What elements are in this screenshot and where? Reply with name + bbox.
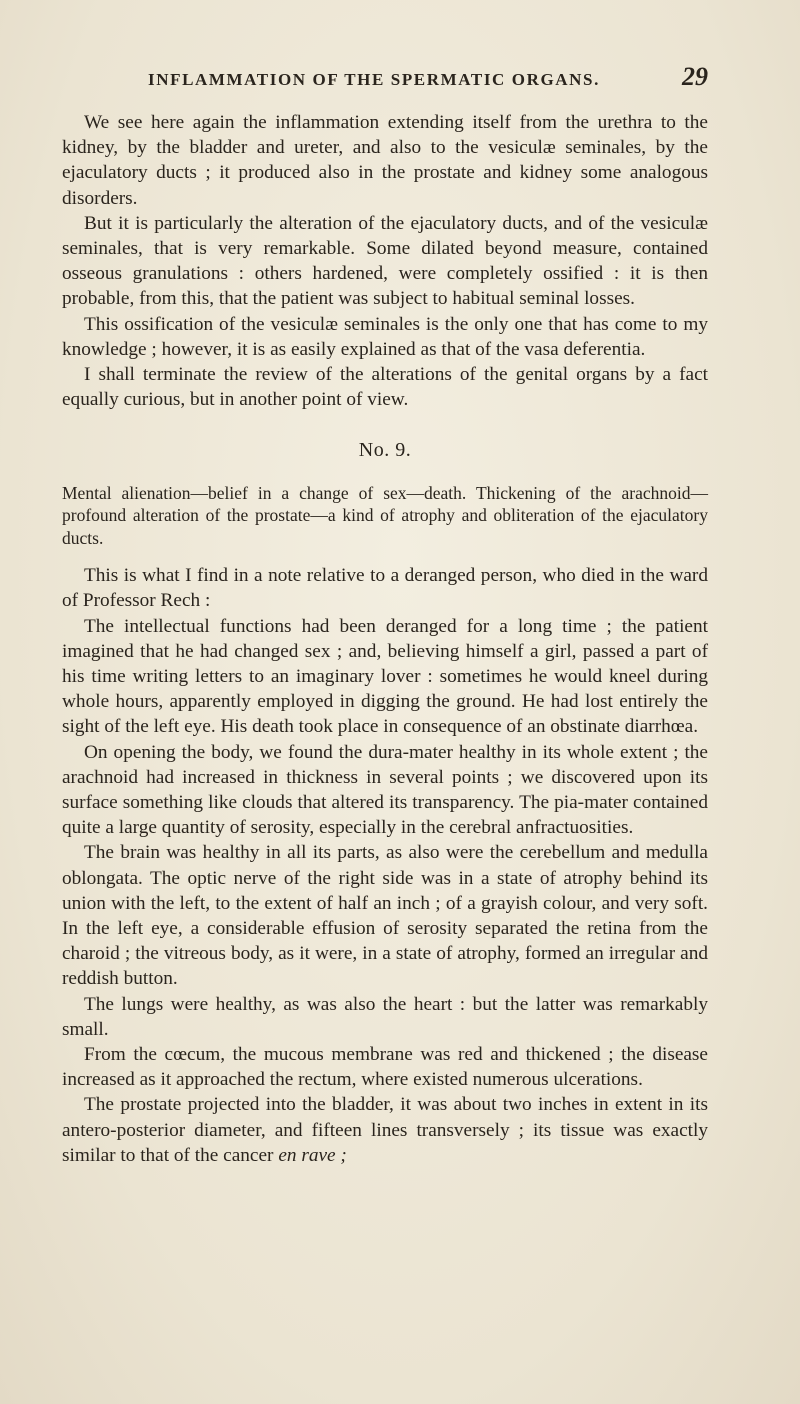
last-paragraph — [62, 1092, 708, 1168]
case-summary: Mental alienation—belief in a change of sex—death. Thickening of the arachnoid—profound alteration of the prostate—a kind of atrophy and obliteration of the ejaculatory ducts. — [62, 482, 708, 548]
last-paragraph-text: The prostate projected into the bladder, it was about two inches in extent in its antero-posterior diameter, and fifteen lines transversely ; its tissue was exactly similar to that of the cancer — [62, 1094, 708, 1166]
paragraph: From the cœcum, the mucous membrane was red and thickened ; the disease increased as it approached the rectum, where existed numerous ulcerations. — [62, 1044, 708, 1091]
paragraph: I shall terminate the review of the alterations of the genital organs by a fact equally curious, but in another point of view. — [62, 364, 708, 411]
paragraph: This is what I find in a note relative to a deranged person, who died in the ward of Professor Rech : — [62, 565, 708, 612]
case-heading: No. 9. — [358, 439, 412, 462]
page-body — [62, 110, 708, 1168]
italic-term: en rave ; — [278, 1144, 347, 1166]
paragraph: This ossification of the vesiculæ seminales is the only one that has come to my knowledge ; however, it is as easily explained as that of the vasa deferentia. — [62, 313, 708, 360]
paragraph: The intellectual functions had been deranged for a long time ; the patient imagined that he had changed sex ; and, believing himself a girl, passed a part of his time writing letters to an imaginary lover : sometimes he would kneel during whole hours, apparently employed in digging the ground. He had lost entirely the sight of the left eye. His death took place in consequence of an obstinate diarrhœa. — [62, 615, 708, 738]
paragraph: The lungs were healthy, as was also the heart : but the latter was remarkably small. — [62, 993, 708, 1040]
paragraph: But it is particularly the alteration of the ejaculatory ducts, and of the vesiculæ seminales, that is very remarkable. Some dilated beyond measure, contained osseous granulations : others hardened, were completely ossified : it is then probable, from this, that the patient was subject to habitual seminal losses. — [62, 212, 708, 310]
paragraph: We see here again the inflammation extending itself from the urethra to the kidney, by the bladder and ureter, and also to the vesiculæ seminales, by the ejaculatory ducts ; it produced also in the prostate and kidney some analogous disorders. — [62, 112, 708, 209]
paragraph: The brain was healthy in all its parts, as also were the cerebellum and medulla oblongata. The optic nerve of the right side was in a state of atrophy behind its union with the left, to the extent of half an inch ; of a grayish colour, and very soft. In the left eye, a considerable effusion of serosity separated the retina from the charoid ; the vitreous body, as it were, in a state of atrophy, formed an irregular and reddish button. — [62, 842, 708, 990]
paragraph: On opening the body, we found the dura-mater healthy in its whole extent ; the arachnoid had increased in thickness in several points ; we discovered upon its surface something like clouds that altered its transparency. The pia-mater contained quite a large quantity of serosity, especially in the cerebral anfractuosities. — [62, 741, 708, 839]
page-number: 29 — [682, 62, 708, 91]
running-head — [148, 62, 708, 92]
running-title: INFLAMMATION OF THE SPERMATIC ORGANS. — [148, 70, 600, 89]
